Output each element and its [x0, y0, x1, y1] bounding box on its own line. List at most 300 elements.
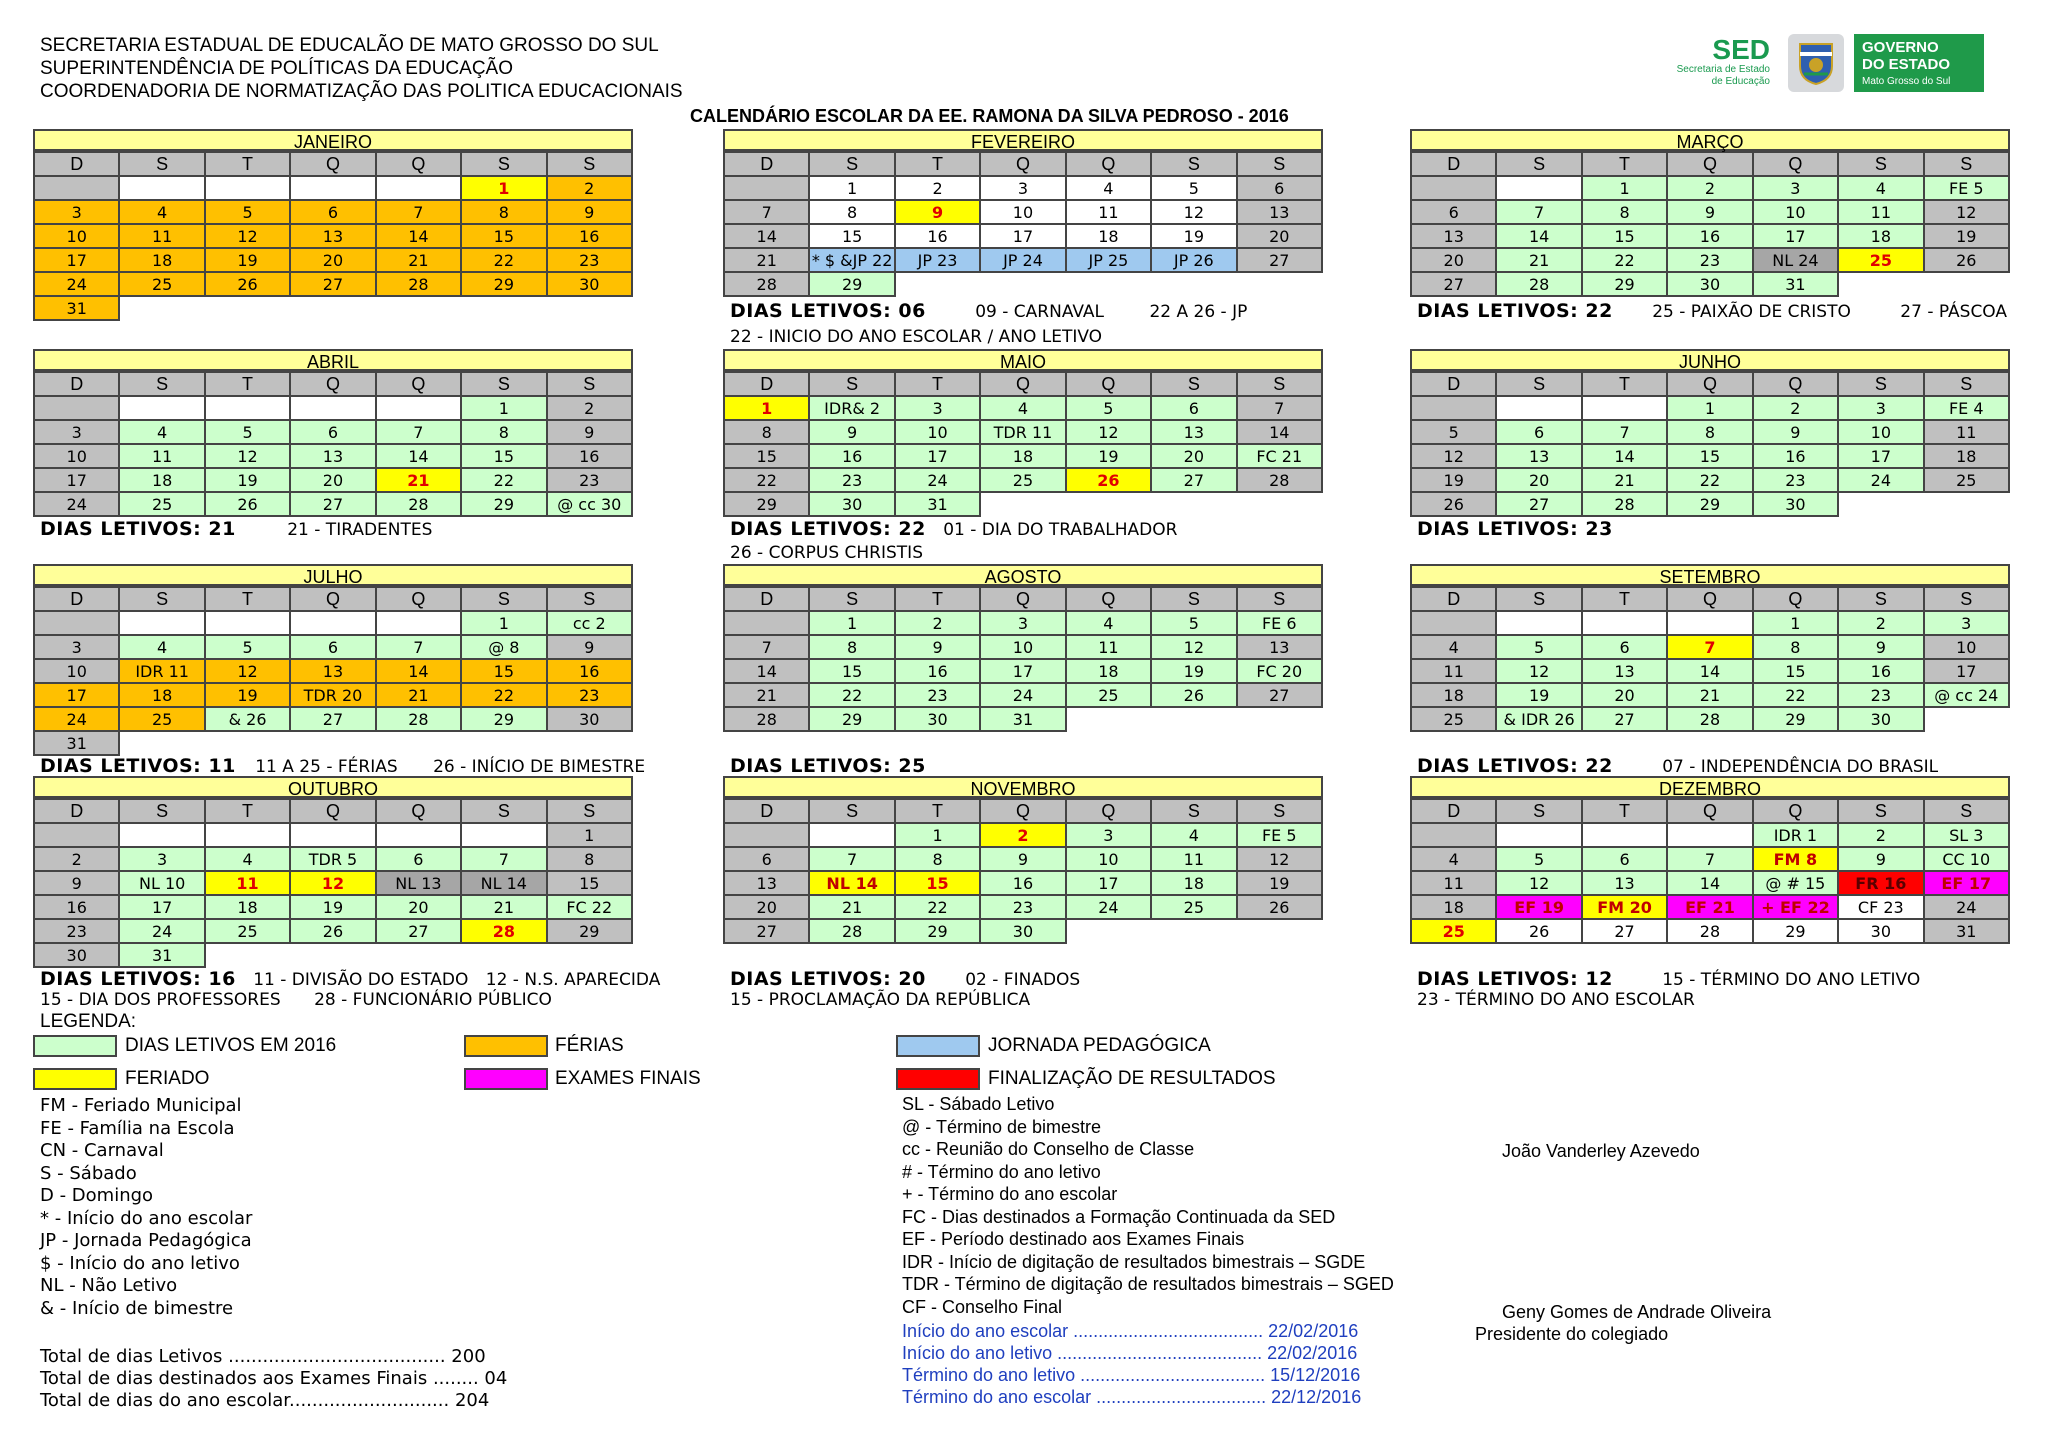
notes-fevereiro — [730, 301, 1247, 322]
weekday-header: T — [205, 799, 290, 823]
day-cell: 14 — [376, 224, 461, 248]
day-cell: 22 — [461, 683, 546, 707]
weekday-header: D — [1411, 799, 1496, 823]
day-cell: 8 — [809, 200, 894, 224]
weekday-header: T — [205, 587, 290, 611]
day-cell: 6 — [376, 847, 461, 871]
day-cell: 13 — [1496, 444, 1581, 468]
day-cell: 7 — [1237, 396, 1322, 420]
day-cell: 20 — [376, 895, 461, 919]
note-fev-3: 22 - INICIO DO ANO ESCOLAR / ANO LETIVO — [730, 327, 1103, 347]
week-row — [1411, 707, 2009, 731]
day-cell — [1411, 176, 1496, 200]
day-cell — [290, 611, 375, 635]
week-row — [34, 635, 632, 659]
day-cell: 25 — [1411, 919, 1496, 943]
day-cell: 30 — [980, 919, 1065, 943]
weekday-header: S — [1924, 372, 2009, 396]
day-cell: 6 — [1582, 847, 1667, 871]
day-cell: 17 — [1838, 444, 1923, 468]
month-grid — [723, 371, 1323, 517]
weekday-header-row — [34, 587, 632, 611]
day-cell: 4 — [1066, 176, 1151, 200]
day-cell: 5 — [205, 200, 290, 224]
day-cell — [119, 823, 204, 847]
weekday-header: Q — [1066, 152, 1151, 176]
day-cell: 6 — [1411, 200, 1496, 224]
day-cell: 18 — [1151, 871, 1236, 895]
day-cell: NL 10 — [119, 871, 204, 895]
weekday-header: T — [895, 799, 980, 823]
day-cell: 27 — [1582, 707, 1667, 731]
day-cell: 15 — [461, 224, 546, 248]
abbr-ef: EF - Período destinado aos Exames Finais — [902, 1229, 1245, 1249]
day-cell: 27 — [1496, 492, 1581, 516]
day-cell: 3 — [1753, 176, 1838, 200]
day-cell: 17 — [34, 468, 119, 492]
weekday-header-row — [34, 372, 632, 396]
week-row — [34, 296, 632, 320]
weekday-header: S — [1924, 587, 2009, 611]
empty-cell — [376, 943, 461, 967]
state-crest-icon — [1788, 34, 1844, 92]
legend-exames: EXAMES FINAIS — [555, 1068, 701, 1089]
week-row — [34, 895, 632, 919]
week-row — [724, 272, 1322, 296]
day-cell: 16 — [895, 659, 980, 683]
legend-swatch-letivos — [33, 1035, 117, 1057]
weekday-header: S — [1237, 799, 1322, 823]
logos — [1630, 34, 2010, 94]
day-cell: NL 13 — [376, 871, 461, 895]
day-cell: 29 — [809, 707, 894, 731]
month-agosto — [723, 564, 1323, 732]
day-cell: FE 5 — [1237, 823, 1322, 847]
month-grid — [723, 798, 1323, 944]
weekday-header: Q — [1066, 587, 1151, 611]
notes-julho — [40, 756, 645, 777]
month-setembro — [1410, 564, 2010, 732]
month-name: OUTUBRO — [33, 776, 633, 798]
dias-letivos-julho: DIAS LETIVOS: 11 — [40, 755, 236, 777]
day-cell: 8 — [1753, 635, 1838, 659]
day-cell: 26 — [290, 919, 375, 943]
week-row — [34, 200, 632, 224]
day-cell: JP 25 — [1066, 248, 1151, 272]
weekday-header: Q — [1667, 799, 1752, 823]
weekday-header: Q — [1066, 799, 1151, 823]
day-cell: 9 — [980, 847, 1065, 871]
day-cell: 20 — [1582, 683, 1667, 707]
day-cell: FE 5 — [1924, 176, 2009, 200]
week-row — [1411, 224, 2009, 248]
day-cell — [376, 176, 461, 200]
note-mai-2: 26 - CORPUS CHRISTIS — [730, 543, 923, 563]
empty-cell — [1151, 707, 1236, 731]
day-cell: 15 — [1582, 224, 1667, 248]
legend-swatch-feriado — [33, 1068, 117, 1090]
day-cell: 13 — [290, 444, 375, 468]
note-jul-2: 26 - INÍCIO DE BIMESTRE — [433, 757, 646, 777]
note-dez-1: 15 - TÉRMINO DO ANO LETIVO — [1662, 970, 1921, 990]
weekday-header: Q — [1066, 372, 1151, 396]
day-cell: NL 14 — [809, 871, 894, 895]
abbr-jp: JP - Jornada Pedagógica — [40, 1230, 252, 1251]
day-cell: 15 — [1667, 444, 1752, 468]
notes-dezembro — [1417, 969, 1920, 990]
weekday-header: Q — [980, 587, 1065, 611]
month-name: JUNHO — [1410, 349, 2010, 371]
day-cell: 15 — [809, 659, 894, 683]
day-cell: 28 — [1667, 707, 1752, 731]
week-row — [724, 919, 1322, 943]
day-cell: 21 — [809, 895, 894, 919]
day-cell — [461, 823, 546, 847]
empty-cell — [461, 296, 546, 320]
weekday-header: Q — [290, 799, 375, 823]
day-cell — [724, 176, 809, 200]
sed-logo — [1630, 36, 1770, 88]
day-cell: 14 — [724, 659, 809, 683]
day-cell: 29 — [809, 272, 894, 296]
empty-cell — [980, 272, 1065, 296]
governo-logo-line2: DO ESTADO — [1862, 56, 1951, 73]
abbr-nl: NL - Não Letivo — [40, 1275, 178, 1296]
day-cell: 26 — [205, 272, 290, 296]
day-cell: EF 17 — [1924, 871, 2009, 895]
weekday-header: D — [1411, 587, 1496, 611]
empty-cell — [1237, 707, 1322, 731]
dias-letivos-marco: DIAS LETIVOS: 22 — [1417, 300, 1613, 322]
weekday-header: Q — [1667, 372, 1752, 396]
day-cell: 4 — [1151, 823, 1236, 847]
day-cell: 15 — [809, 224, 894, 248]
weekday-header-row — [724, 587, 1322, 611]
day-cell: 3 — [895, 396, 980, 420]
day-cell: 23 — [1667, 248, 1752, 272]
day-cell: 21 — [1667, 683, 1752, 707]
day-cell: 4 — [1411, 847, 1496, 871]
legend-feriado: FERIADO — [125, 1068, 210, 1089]
weekday-header: S — [119, 152, 204, 176]
day-cell: 16 — [1838, 659, 1923, 683]
weekday-header: Q — [1667, 587, 1752, 611]
abbreviations-left — [40, 1095, 252, 1320]
weekday-header: D — [724, 372, 809, 396]
day-cell — [376, 611, 461, 635]
day-cell: 31 — [34, 296, 119, 320]
day-cell: 3 — [1838, 396, 1923, 420]
day-cell: 19 — [205, 683, 290, 707]
abbr-star: * - Início do ano escolar — [40, 1207, 253, 1229]
dias-letivos-dezembro: DIAS LETIVOS: 12 — [1417, 968, 1613, 990]
empty-cell — [290, 296, 375, 320]
month-maio — [723, 349, 1323, 517]
day-cell: @ 8 — [461, 635, 546, 659]
day-cell — [205, 176, 290, 200]
day-cell: 1 — [895, 823, 980, 847]
day-cell: 13 — [1237, 635, 1322, 659]
day-cell — [724, 823, 809, 847]
day-cell: 19 — [1151, 224, 1236, 248]
day-cell: 2 — [547, 396, 632, 420]
day-cell: 17 — [980, 224, 1065, 248]
day-cell: FR 16 — [1838, 871, 1923, 895]
day-cell: 1 — [461, 611, 546, 635]
day-cell: 11 — [1066, 635, 1151, 659]
day-cell: 12 — [205, 444, 290, 468]
weekday-header: Q — [376, 372, 461, 396]
day-cell: 18 — [1066, 659, 1151, 683]
day-cell: 16 — [1753, 444, 1838, 468]
day-cell: 30 — [1753, 492, 1838, 516]
day-cell: 23 — [1753, 468, 1838, 492]
day-cell: 12 — [205, 659, 290, 683]
day-cell: 3 — [980, 176, 1065, 200]
notes-junho — [1417, 519, 1613, 540]
weekday-header: S — [1838, 372, 1923, 396]
day-cell: 11 — [119, 224, 204, 248]
note-mar-1: 25 - PAIXÃO DE CRISTO — [1652, 302, 1851, 322]
month-fevereiro — [723, 129, 1323, 297]
dias-letivos-fevereiro: DIAS LETIVOS: 06 — [730, 300, 926, 322]
day-cell: 2 — [1838, 823, 1923, 847]
day-cell: 20 — [1496, 468, 1581, 492]
day-cell: 29 — [724, 492, 809, 516]
weekday-header: Q — [980, 372, 1065, 396]
abbr-hash: # - Término do ano letivo — [902, 1161, 1101, 1182]
week-row — [34, 420, 632, 444]
day-cell: CF 23 — [1838, 895, 1923, 919]
day-cell: 12 — [290, 871, 375, 895]
day-cell: 13 — [1582, 659, 1667, 683]
week-row — [724, 468, 1322, 492]
day-cell: 24 — [980, 683, 1065, 707]
sed-logo-text: SED — [1712, 34, 1770, 65]
day-cell: 3 — [1066, 823, 1151, 847]
day-cell: 18 — [1066, 224, 1151, 248]
weekday-header: D — [34, 587, 119, 611]
day-cell: 7 — [376, 420, 461, 444]
empty-cell — [1924, 707, 2009, 731]
week-row — [34, 847, 632, 871]
week-row — [1411, 200, 2009, 224]
header-line-1: SECRETARIA ESTADUAL DE EDUCALÃO DE MATO GROSSO DO SUL — [40, 35, 659, 56]
day-cell: TDR 11 — [980, 420, 1065, 444]
day-cell: 9 — [809, 420, 894, 444]
day-cell: 23 — [547, 683, 632, 707]
day-cell: 1 — [1667, 396, 1752, 420]
week-row — [1411, 272, 2009, 296]
day-cell: 28 — [376, 707, 461, 731]
dias-letivos-maio: DIAS LETIVOS: 22 — [730, 518, 926, 540]
day-cell — [34, 396, 119, 420]
day-cell: 9 — [895, 635, 980, 659]
day-cell: 2 — [895, 176, 980, 200]
day-cell: 31 — [119, 943, 204, 967]
day-cell: 21 — [724, 683, 809, 707]
day-cell: 14 — [1582, 444, 1667, 468]
dias-letivos-outubro: DIAS LETIVOS: 16 — [40, 968, 236, 990]
day-cell: 21 — [461, 895, 546, 919]
day-cell: 16 — [809, 444, 894, 468]
day-cell: & 26 — [205, 707, 290, 731]
day-cell: 31 — [1924, 919, 2009, 943]
week-row — [1411, 919, 2009, 943]
day-cell: 7 — [1582, 420, 1667, 444]
day-cell: 14 — [1667, 659, 1752, 683]
weekday-header-row — [1411, 152, 2009, 176]
day-cell: 2 — [547, 176, 632, 200]
day-cell: 18 — [119, 248, 204, 272]
day-cell: 27 — [290, 272, 375, 296]
weekday-header: D — [724, 152, 809, 176]
day-cell: 11 — [1066, 200, 1151, 224]
day-cell: 17 — [895, 444, 980, 468]
weekday-header: S — [1838, 152, 1923, 176]
day-cell: 2 — [1667, 176, 1752, 200]
day-cell: 4 — [205, 847, 290, 871]
weekday-header: S — [1237, 372, 1322, 396]
day-cell: 22 — [1582, 248, 1667, 272]
day-cell: 29 — [1753, 919, 1838, 943]
empty-cell — [205, 731, 290, 755]
day-cell: 31 — [34, 731, 119, 755]
day-cell: 25 — [980, 468, 1065, 492]
day-cell: JP 24 — [980, 248, 1065, 272]
week-row — [1411, 823, 2009, 847]
day-cell: 13 — [290, 659, 375, 683]
weekday-header: S — [119, 799, 204, 823]
day-cell: 24 — [119, 919, 204, 943]
day-cell: 16 — [1667, 224, 1752, 248]
day-cell: 6 — [290, 420, 375, 444]
month-name: ABRIL — [33, 349, 633, 371]
week-row — [34, 224, 632, 248]
day-cell: 29 — [1667, 492, 1752, 516]
empty-cell — [547, 731, 632, 755]
day-cell: 7 — [1496, 200, 1581, 224]
day-cell — [1496, 611, 1581, 635]
note-nov-1: 02 - FINADOS — [965, 970, 1081, 990]
day-cell: FC 20 — [1237, 659, 1322, 683]
empty-cell — [1151, 492, 1236, 516]
day-cell: 25 — [119, 707, 204, 731]
empty-cell — [1066, 919, 1151, 943]
day-cell: 5 — [1066, 396, 1151, 420]
legend-swatch-exames — [464, 1068, 548, 1090]
day-cell: 18 — [205, 895, 290, 919]
day-cell: 27 — [290, 707, 375, 731]
empty-cell — [1838, 272, 1923, 296]
legend-finalizacao: FINALIZAÇÃO DE RESULTADOS — [988, 1068, 1276, 1089]
day-cell: 8 — [547, 847, 632, 871]
abbreviations-right — [902, 1093, 1394, 1318]
note-nov-2: 15 - PROCLAMAÇÃO DA REPÚBLICA — [730, 990, 1031, 1010]
day-cell — [1496, 823, 1581, 847]
day-cell: TDR 5 — [290, 847, 375, 871]
day-cell — [1496, 396, 1581, 420]
day-cell: 21 — [724, 248, 809, 272]
weekday-header: S — [1496, 152, 1581, 176]
day-cell: 8 — [1582, 200, 1667, 224]
abbr-idr: IDR - Início de digitação de resultados bimestrais – SGDE — [902, 1251, 1366, 1272]
month-grid — [33, 371, 633, 517]
weekday-header: S — [809, 799, 894, 823]
day-cell: 19 — [1924, 224, 2009, 248]
day-cell: 3 — [1924, 611, 2009, 635]
day-cell: 9 — [547, 420, 632, 444]
week-row — [724, 611, 1322, 635]
header-line-2: SUPERINTENDÊNCIA DE POLÍTICAS DA EDUCAÇÃO — [40, 58, 513, 79]
day-cell: FC 21 — [1237, 444, 1322, 468]
legend-swatch-ferias — [464, 1035, 548, 1057]
day-cell: 30 — [1667, 272, 1752, 296]
weekday-header-row — [34, 799, 632, 823]
day-cell: 10 — [34, 444, 119, 468]
weekday-header: T — [895, 372, 980, 396]
weekday-header: D — [1411, 152, 1496, 176]
week-row — [724, 420, 1322, 444]
empty-cell — [1066, 272, 1151, 296]
day-cell: 21 — [376, 468, 461, 492]
day-cell: 4 — [119, 200, 204, 224]
abbr-fm: FM - Feriado Municipal — [40, 1095, 242, 1116]
weekday-header: Q — [376, 587, 461, 611]
day-cell — [290, 176, 375, 200]
day-cell — [1582, 396, 1667, 420]
governo-logo-line3: Mato Grosso do Sul — [1862, 76, 1951, 87]
day-cell — [1582, 611, 1667, 635]
week-row — [724, 444, 1322, 468]
day-cell: 22 — [461, 468, 546, 492]
week-row — [34, 176, 632, 200]
day-cell: 18 — [980, 444, 1065, 468]
week-row — [724, 659, 1322, 683]
day-cell: 26 — [1924, 248, 2009, 272]
month-name: JANEIRO — [33, 129, 633, 151]
day-cell: 13 — [1151, 420, 1236, 444]
signature-president-role: Presidente do colegiado — [1475, 1324, 1669, 1344]
month-junho — [1410, 349, 2010, 517]
day-cell: 9 — [1838, 635, 1923, 659]
note-fev-1: 09 - CARNAVAL — [975, 302, 1105, 322]
day-cell: 13 — [724, 871, 809, 895]
day-cell: 20 — [290, 468, 375, 492]
day-cell: 3 — [34, 635, 119, 659]
weekday-header: S — [1496, 587, 1581, 611]
weekday-header: Q — [290, 587, 375, 611]
week-row — [34, 683, 632, 707]
day-cell — [1411, 823, 1496, 847]
day-cell: 15 — [547, 871, 632, 895]
day-cell: 16 — [547, 224, 632, 248]
note-out-3: 15 - DIA DOS PROFESSORES — [40, 990, 281, 1010]
weekday-header: Q — [1753, 372, 1838, 396]
weekday-header-row — [1411, 799, 2009, 823]
weekday-header: D — [724, 799, 809, 823]
weekday-header: T — [895, 587, 980, 611]
weekday-header: S — [1924, 152, 2009, 176]
abbr-cn: CN - Carnaval — [40, 1140, 164, 1161]
day-cell: cc 2 — [547, 611, 632, 635]
day-cell: 30 — [1838, 707, 1923, 731]
notes-agosto — [730, 756, 926, 777]
day-cell — [205, 611, 290, 635]
month-name: DEZEMBRO — [1410, 776, 2010, 798]
day-cell: 31 — [895, 492, 980, 516]
day-cell: 28 — [376, 272, 461, 296]
